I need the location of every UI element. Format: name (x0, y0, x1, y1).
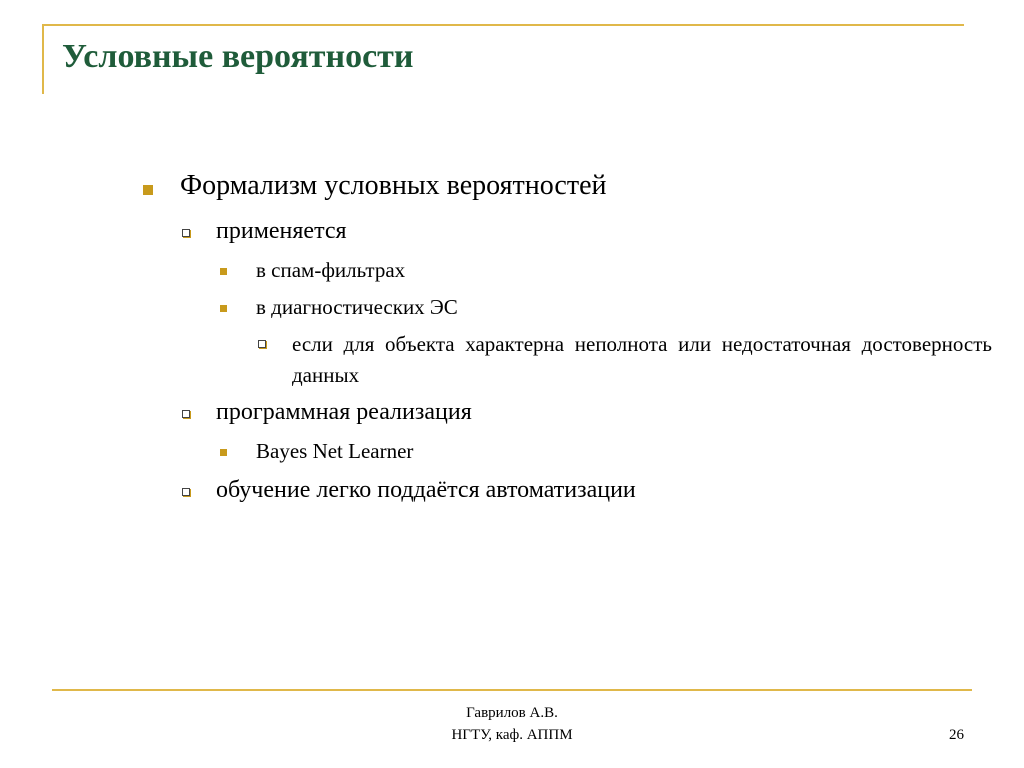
title-frame-left-line (42, 24, 44, 94)
implementation-item-bayes-net-learner: Bayes Net Learner (256, 439, 414, 463)
main-item-text: Формализм условных вероятностей (180, 170, 607, 201)
level2-bullet-icon (182, 410, 190, 418)
level1-bullet-icon (143, 185, 153, 195)
implementation-label-text: программная реализация (216, 399, 472, 425)
page-number: 26 (949, 727, 964, 743)
level2-bullet-icon (182, 488, 190, 496)
level2-bullet-icon (182, 229, 190, 237)
level3-bullet-icon (220, 449, 227, 456)
applied-label-text: применяется (216, 218, 347, 244)
applied-item-diagnostic-es: в диагностических ЭС (256, 295, 458, 319)
learning-item-text: обучение легко поддаётся автоматизации (216, 477, 636, 503)
footer-department: НГТУ, каф. АППМ (451, 727, 573, 743)
slide-title: Условные вероятности (62, 38, 414, 75)
title-frame-top-line (42, 24, 964, 26)
level3-bullet-icon (220, 305, 227, 312)
footer-author: Гаврилов А.В. (466, 705, 558, 721)
applied-item-spam-filters: в спам-фильтрах (256, 258, 406, 282)
footer-divider (52, 689, 972, 691)
level4-bullet-icon (258, 340, 266, 348)
diagnostic-note-text: если для объекта характерна неполнота или недостаточная достоверность данных (292, 332, 992, 387)
level3-bullet-icon (220, 268, 227, 275)
